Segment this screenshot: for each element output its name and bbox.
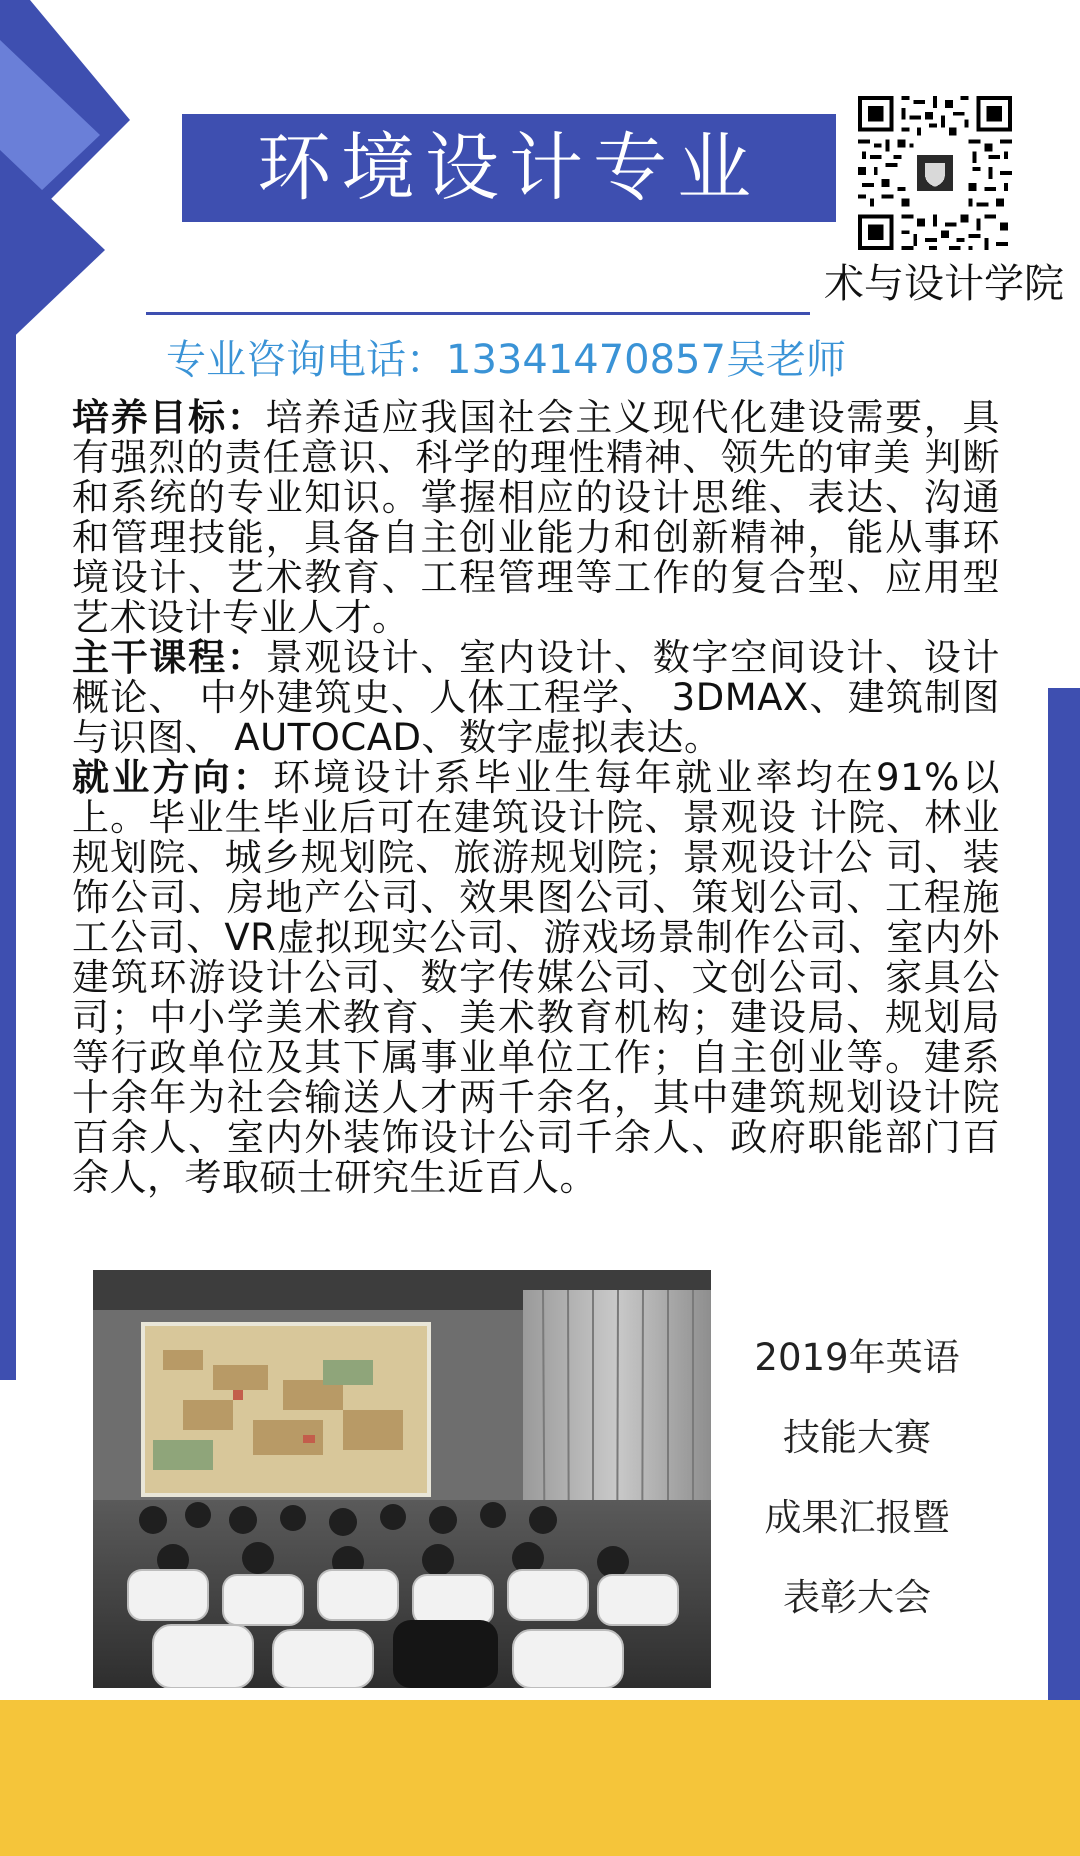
main-courses-label: 主干课程：	[72, 636, 266, 679]
main-courses-paragraph	[72, 638, 1000, 758]
photo-caption-line-4: 表彰大会	[783, 1576, 931, 1619]
right-accent-bar	[1048, 688, 1080, 1700]
photo-caption	[722, 1318, 992, 1638]
event-photo	[93, 1270, 711, 1688]
title-banner	[182, 114, 836, 222]
training-goal-paragraph	[72, 398, 1000, 638]
page-title: 环境设计专业	[257, 125, 761, 211]
program-description	[72, 398, 1000, 1198]
qr-code	[854, 92, 1016, 254]
college-name-caption: 术与设计学院	[824, 261, 1064, 307]
header-divider	[146, 312, 810, 315]
employment-text: 环境设计系毕业生每年就业率均在91%以上。毕业生毕业后可在建筑设计院、景观设 计院、林业规划院、城乡规划院、旅游规划院；景观设计公 司、装饰公司、房地产公司、效果图公司、策划公司、工程施工公司、VR虚拟现实公司、游戏场景制作公司、室内外建筑环游设计公司、数字传媒公司、文创公司、家具公司；中小学美术教育、美术教育机构；建设局、规划局等行政单位及其下属事业单位工作；自主创业等。建系十余年为社会输送人才两千余名，其中建筑规划设计院百余人、室内外装饰设计公司千余人、政府职能部门百余人，考取硕士研究生近百人。	[72, 756, 1000, 1199]
main-courses-text: 景观设计、室内设计、数字空间设计、设计概论、 中外建筑史、人体工程学、 3DMAX、建筑制图与识图、 AUTOCAD、数字虚拟表达。	[72, 636, 1001, 759]
footer-yellow-band	[0, 1700, 1080, 1856]
photo-caption-line-2: 技能大赛	[783, 1416, 931, 1459]
photo-caption-line-1: 2019年英语	[754, 1336, 960, 1379]
employment-paragraph	[72, 758, 1000, 1198]
consultation-phone: 专业咨询电话：13341470857吴老师	[166, 337, 846, 383]
photo-caption-line-3: 成果汇报暨	[764, 1496, 950, 1539]
employment-label: 就业方向：	[72, 756, 274, 799]
training-goal-text: 培养适应我国社会主义现代化建设需要，具有强烈的责任意识、科学的理性精神、领先的审美 判断和系统的专业知识。掌握相应的设计思维、表达、沟通和管理技能，具备自主创业能力和创新精神，能从事环境设计、艺术教育、工程管理等工作的复合型、应用型艺术设计专业人才。	[72, 396, 1001, 639]
training-goal-label: 培养目标：	[72, 396, 266, 439]
